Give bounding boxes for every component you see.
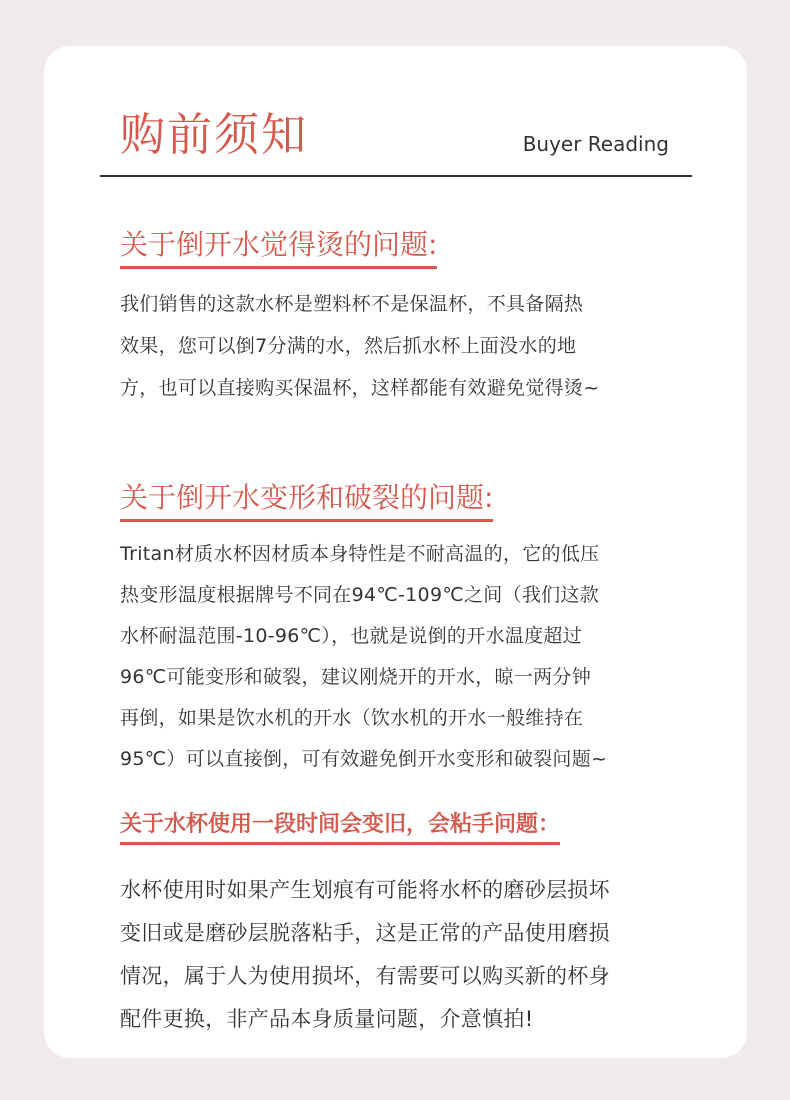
header-divider <box>100 175 692 177</box>
section-body: Tritan材质水杯因材质本身特性是不耐高温的，它的低压 热变形温度根据牌号不同在94℃-109℃之间（我们这款 水杯耐温范围-10-96℃），也就是说倒的开水温度超过 96℃可能变形和破裂，建议刚烧开的开水，晾一两分钟 再倒，如果是饮水机的开水（饮水机的开水一般维持在 95℃）可以直接倒，可有效避免倒开水变形和破裂问题~ <box>120 542 608 770</box>
section-heading: 关于倒开水变形和破裂的问题: <box>120 479 493 522</box>
notice-card <box>44 46 747 1058</box>
section-heading: 关于水杯使用一段时间会变旧，会粘手问题： <box>120 810 560 845</box>
section-heading: 关于倒开水觉得烫的问题: <box>120 226 437 269</box>
section-hot-water <box>120 226 720 409</box>
section-body: 水杯使用时如果产生划痕有可能将水杯的磨砂层损坏 变旧或是磨砂层脱落粘手，这是正常的产品使用磨损 情况，属于人为使用损坏，有需要可以购买新的杯身 配件更换，非产品本身质量问题，介意慎拍! <box>120 877 610 1031</box>
page-subtitle: Buyer Reading <box>522 132 669 156</box>
section-body: 我们销售的这款水杯是塑料杯不是保温杯，不具备隔热 效果，您可以倒7分满的水，然后抓水杯上面没水的地 方，也可以直接购买保温杯，这样都能有效避免觉得烫~ <box>120 292 600 399</box>
section-deformation <box>120 479 720 780</box>
section-wear <box>120 810 720 1041</box>
page-title: 购前须知 <box>120 108 309 161</box>
